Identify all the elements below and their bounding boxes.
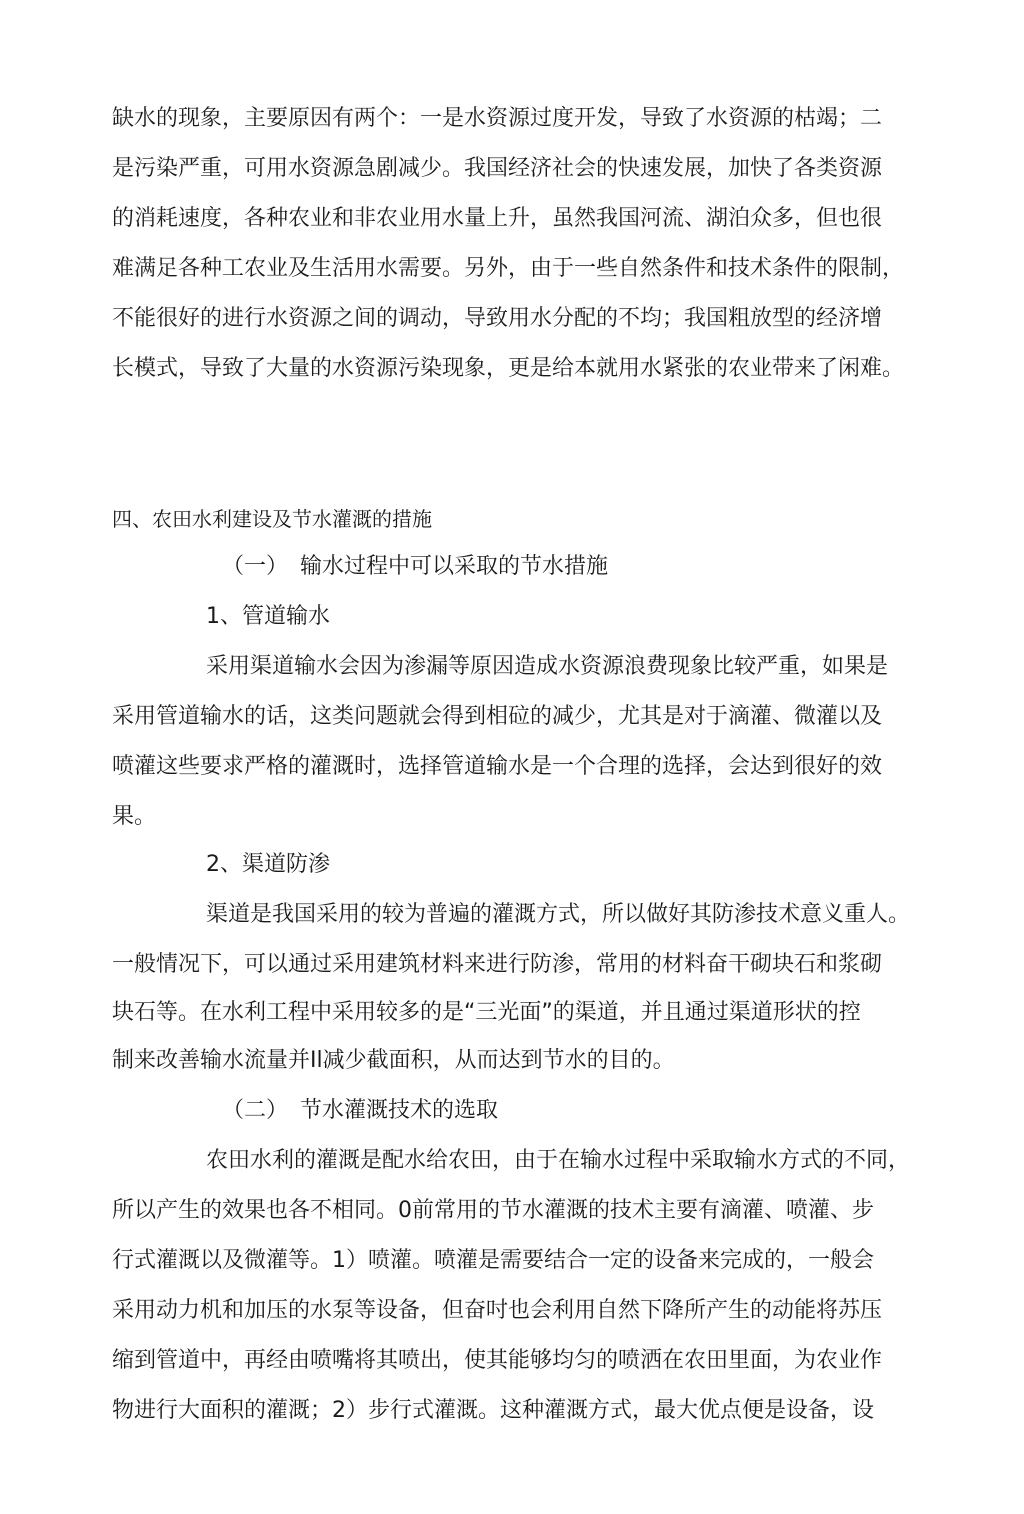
- final-line-5: 缩到管道中，再经由喷嘴将其喷出，使其能够均匀的喷洒在农田里面，为农业作: [112, 1348, 883, 1373]
- item-one-heading: 1、管道输水: [206, 604, 330, 629]
- item-one-line-3: 喷灌这些要求严格的灌溉时，选择管道输水是一个合理的选择，会达到很好的效: [112, 754, 883, 779]
- sub-section-two-heading: [222, 1096, 498, 1126]
- intro-line-1: 缺水的现象，主要原因有两个：一是水资源过度开发，导致了水资源的枯竭；二: [112, 106, 883, 131]
- intro-line-6: 长模式，导致了大量的水资源污染现象，更是给本就用水紧张的农业带来了闲难。: [112, 356, 905, 381]
- item-two-line-2: 一般情况下，可以通过采用建筑材料来进行防渗，常用的材料奋干砌块石和浆砌: [112, 952, 883, 977]
- intro-line-4: 难满足各种工农业及生活用水需要。另外，由于一些自然条件和技术条件的限制，: [112, 256, 905, 281]
- section-four-title: 四、农田水利建设及节水灌溉的措施: [112, 507, 432, 531]
- item-two-line-4: 制来改善输水流量并Il减少截面积，从而达到节水的目的。: [112, 1048, 675, 1073]
- sub-section-two-number: （二）: [222, 1098, 289, 1123]
- sub-section-one-title: 输水过程中可以采取的节水措施: [300, 554, 609, 579]
- item-two-line-1: 渠道是我国采用的较为普遍的灌溉方式，所以做好其防渗技术意义重人。: [206, 902, 911, 927]
- item-two-line-3: 块石等。在水利工程中采用较多的是“三光面”的渠道，并且通过渠道形状的控: [112, 1000, 861, 1025]
- intro-line-5: 不能很好的进行水资源之间的调动，导致用水分配的不均；我国粗放型的经济增: [112, 306, 883, 331]
- item-one-line-2: 采用管道输水的话，这类问题就会得到相砬的减少，尤其是对于滴灌、微灌以及: [112, 704, 883, 729]
- intro-line-3: 的消耗速度，各种农业和非农业用水量上升，虽然我国河流、湖泊众多，但也很: [112, 206, 883, 231]
- item-one-line-4: 果。: [112, 804, 157, 829]
- item-two-heading: 2、渠道防渗: [206, 852, 330, 877]
- item-one-line-1: 采用渠道输水会因为渗漏等原因造成水资源浪费现象比较严重，如果是: [206, 654, 889, 679]
- final-line-4: 采用动力机和加压的水泵等设备，但奋吋也会利用自然下降所产生的动能将苏压: [112, 1298, 883, 1323]
- final-line-6: 物进行大面积的灌溉；2）步行式灌溉。这种灌溉方式，最大优点便是设备，设: [112, 1398, 874, 1423]
- final-line-3: 行式灌溉以及微灌等。1）喷灌。喷灌是需要结合一定的设备来完成的，一般会: [112, 1248, 874, 1273]
- intro-line-2: 是污染严重，可用水资源急剧减少。我国经济社会的快速发展，加快了各类资源: [112, 156, 883, 181]
- sub-section-one-heading: [222, 552, 608, 582]
- final-line-2: 所以产生的效果也各不相同。0前常用的节水灌溉的技术主要有滴灌、喷灌、步: [112, 1198, 874, 1223]
- final-line-1: 农田水利的灌溉是配水给农田，由于在输水过程中采取输水方式的不同，: [206, 1148, 911, 1173]
- sub-section-one-number: （一）: [222, 554, 289, 579]
- sub-section-two-title: 节水灌溉技术的选取: [300, 1098, 499, 1123]
